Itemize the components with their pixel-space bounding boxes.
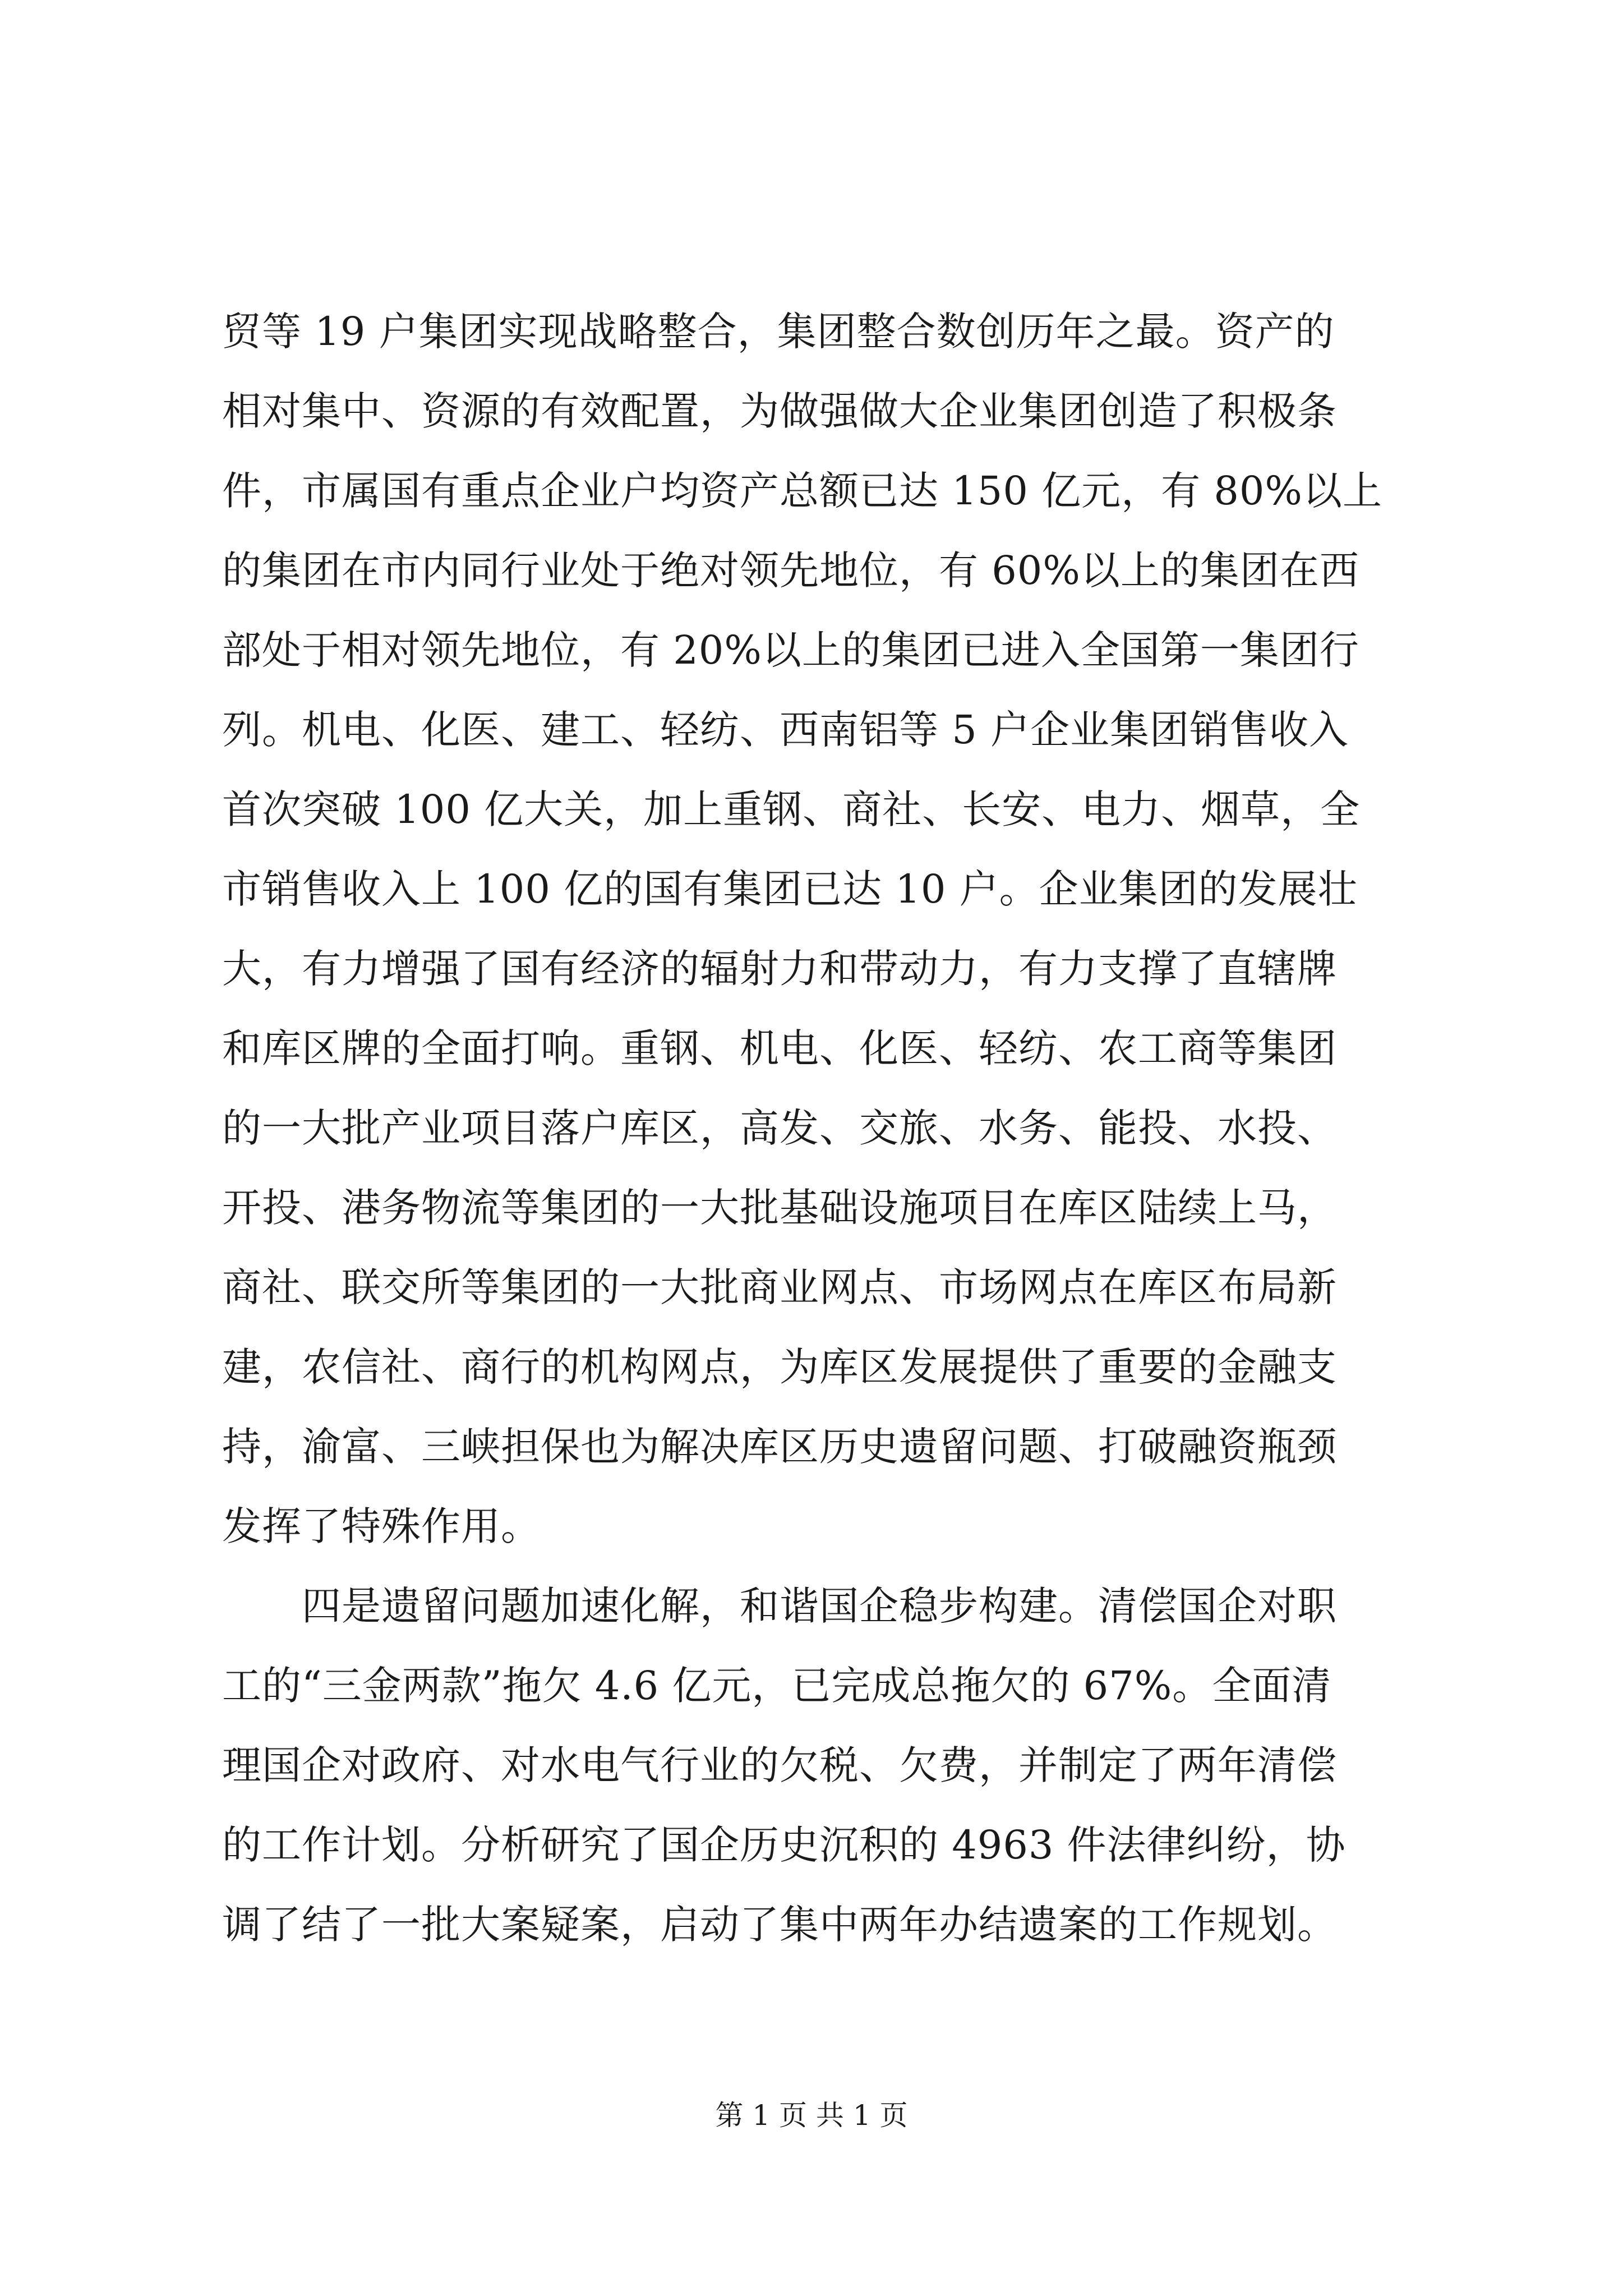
page-footer xyxy=(0,2096,1623,2135)
text-line: 发挥了特殊作用。 xyxy=(222,1503,541,1549)
text-line: 理国企对政府、对水电气行业的欠税、欠费，并制定了两年清偿 xyxy=(222,1742,1337,1788)
text-line: 相对集中、资源的有效配置，为做强做大企业集团创造了积极条 xyxy=(222,388,1337,434)
text-line: 市销售收入上 100 亿的国有集团已达 10 户。企业集团的发展壮 xyxy=(222,866,1358,912)
text-line: 调了结了一批大案疑案，启动了集中两年办结遗案的工作规划。 xyxy=(222,1902,1337,1948)
text-line: 开投、港务物流等集团的一大批基础设施项目在库区陆续上马， xyxy=(222,1185,1337,1231)
body-text xyxy=(222,292,1417,1964)
text-line: 的一大批产业项目落户库区，高发、交旅、水务、能投、水投、 xyxy=(222,1105,1337,1151)
text-line: 部处于相对领先地位，有 20%以上的集团已进入全国第一集团行 xyxy=(222,627,1359,673)
text-line: 的工作计划。分析研究了国企历史沉积的 4963 件法律纠纷，协 xyxy=(222,1822,1346,1868)
text-line: 持，渝富、三峡担保也为解决库区历史遗留问题、打破融资瓶颈 xyxy=(222,1424,1337,1470)
text-line: 贸等 19 户集团实现战略整合，集团整合数创历年之最。资产的 xyxy=(222,309,1335,355)
text-line: 四是遗留问题加速化解，和谐国企稳步构建。清偿国企对职 xyxy=(222,1583,1337,1629)
text-line: 大，有力增强了国有经济的辐射力和带动力，有力支撑了直辖牌 xyxy=(222,946,1337,992)
text-line: 建，农信社、商行的机构网点，为库区发展提供了重要的金融支 xyxy=(222,1344,1337,1390)
text-line: 商社、联交所等集团的一大批商业网点、市场网点在库区布局新 xyxy=(222,1264,1337,1310)
text-line: 和库区牌的全面打响。重钢、机电、化医、轻纺、农工商等集团 xyxy=(222,1025,1337,1071)
text-line: 的集团在市内同行业处于绝对领先地位，有 60%以上的集团在西 xyxy=(222,547,1359,593)
text-line: 首次突破 100 亿大关，加上重钢、商社、长安、电力、烟草，全 xyxy=(222,786,1361,832)
text-line: 列。机电、化医、建工、轻纺、西南铝等 5 户企业集团销售收入 xyxy=(222,707,1349,753)
text-line: 件，市属国有重点企业户均资产总额已达 150 亿元，有 80%以上 xyxy=(222,468,1382,514)
text-line: 工的“三金两款”拖欠 4.6 亿元，已完成总拖欠的 67%。全面清 xyxy=(222,1663,1332,1709)
page-number: 第 1 页 共 1 页 xyxy=(715,2099,908,2132)
